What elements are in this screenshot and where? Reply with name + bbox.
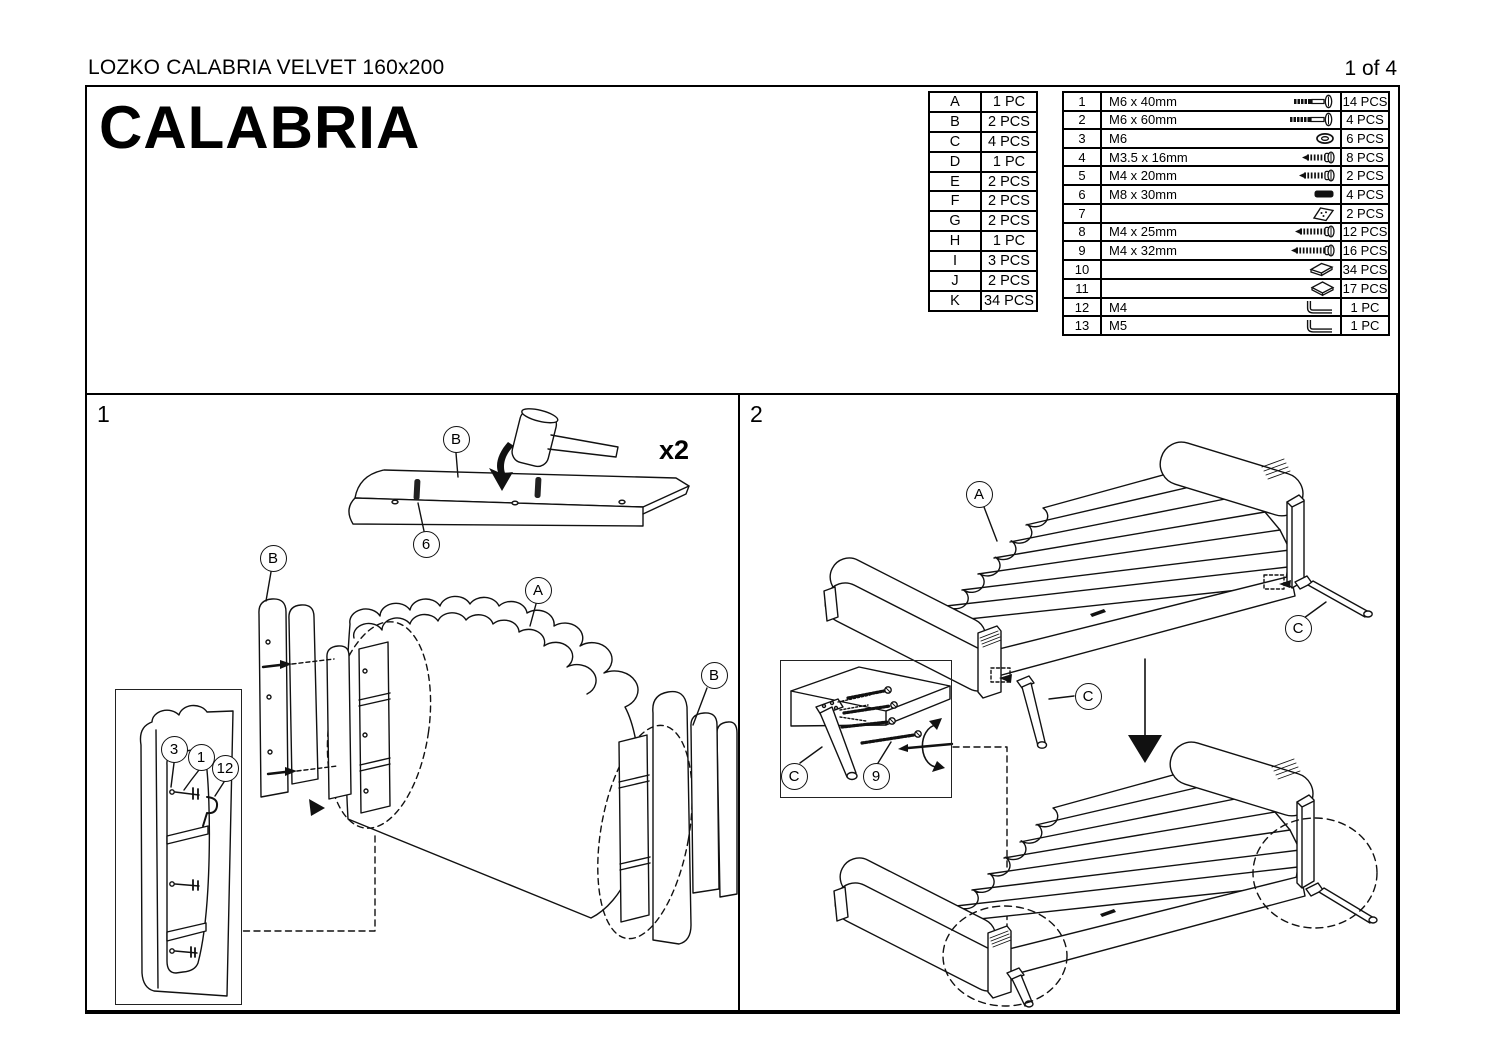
screw-icon: [1290, 243, 1335, 258]
mallet-icon: [510, 406, 618, 469]
hw-qty: 6 PCS: [1341, 129, 1389, 148]
hw-qty: 8 PCS: [1341, 148, 1389, 167]
table-row: [929, 291, 1037, 311]
table-row: [929, 251, 1037, 271]
square-pad-icon: [1310, 280, 1335, 297]
part-letter: D: [929, 152, 981, 172]
hw-num: 9: [1063, 241, 1101, 260]
part-qty: 1 PC: [981, 231, 1037, 251]
table-row: [1063, 260, 1389, 279]
hw-qty: 4 PCS: [1341, 111, 1389, 130]
parts-quantity-table: [928, 91, 1038, 312]
corner-plate-icon: [1312, 205, 1335, 222]
hw-desc: M8 x 30mm: [1109, 186, 1177, 202]
callout-front-leg: C: [1075, 683, 1102, 710]
part-letter: J: [929, 271, 981, 291]
part-qty: 4 PCS: [981, 132, 1037, 152]
table-row: [929, 271, 1037, 291]
dowel-pin: [413, 479, 420, 500]
hw-num: 11: [1063, 279, 1101, 298]
table-row: [1063, 92, 1389, 111]
part-qty: 1 PC: [981, 152, 1037, 172]
callout-bed: A: [966, 481, 993, 508]
table-row: [929, 172, 1037, 192]
table-row: [1063, 185, 1389, 204]
hw-qty: 2 PCS: [1341, 166, 1389, 185]
part-qty: 34 PCS: [981, 291, 1037, 311]
hw-desc: M4 x 32mm: [1109, 242, 1177, 258]
repeat-count-label: x2: [659, 435, 690, 465]
table-row: [1063, 111, 1389, 130]
part-letter: A: [929, 92, 981, 112]
callout-detail-screw: 9: [863, 763, 890, 790]
hw-num: 6: [1063, 185, 1101, 204]
part-letter: C: [929, 132, 981, 152]
table-row: [929, 211, 1037, 231]
callout-right-pillar: B: [701, 662, 728, 689]
hw-num: 1: [1063, 92, 1101, 111]
hw-num: 12: [1063, 298, 1101, 317]
hw-qty: 16 PCS: [1342, 242, 1388, 258]
hw-num: 2: [1063, 111, 1101, 130]
callout-board: B: [443, 426, 470, 453]
allen-key-icon: [1305, 299, 1335, 315]
callout-left-pillar: B: [260, 545, 287, 572]
hw-desc: M6: [1109, 130, 1128, 146]
callout-side-leg: C: [1285, 615, 1312, 642]
table-row: [929, 152, 1037, 172]
hw-desc: M5: [1109, 318, 1128, 334]
part-qty: 1 PC: [981, 92, 1037, 112]
part-letter: H: [929, 231, 981, 251]
screw-icon: [1298, 168, 1335, 183]
part-qty: 3 PCS: [981, 251, 1037, 271]
hw-desc: M3.5 x 16mm: [1109, 149, 1188, 165]
callout-detail-key: 12: [212, 755, 239, 782]
part-letter: F: [929, 191, 981, 211]
hw-qty: 4 PCS: [1341, 185, 1389, 204]
dowel-pin: [534, 477, 541, 498]
flat-connector-icon: [1308, 261, 1335, 278]
hw-desc: M4 x 20mm: [1109, 168, 1177, 184]
hw-desc: M6 x 40mm: [1109, 93, 1177, 109]
dowel-icon: [1313, 188, 1335, 200]
page-number: 1 of 4: [1344, 57, 1397, 80]
part-qty: 2 PCS: [981, 172, 1037, 192]
washer-icon: [1315, 132, 1335, 145]
hw-qty: 17 PCS: [1342, 280, 1388, 296]
hw-desc: M4: [1109, 299, 1128, 315]
allen-key-icon: [1305, 318, 1335, 334]
hw-num: 8: [1063, 223, 1101, 242]
hw-num: 13: [1063, 316, 1101, 335]
step-number: 1: [97, 401, 110, 427]
part-letter: E: [929, 172, 981, 192]
part-letter: K: [929, 291, 981, 311]
table-row: [929, 92, 1037, 112]
hw-qty: 2 PCS: [1341, 204, 1389, 223]
table-row: [1063, 316, 1389, 335]
document-title: LOZKO CALABRIA VELVET 160x200: [88, 56, 445, 79]
table-row: [929, 112, 1037, 132]
part-letter: I: [929, 251, 981, 271]
part-letter: B: [929, 112, 981, 132]
part-qty: 2 PCS: [981, 211, 1037, 231]
hw-qty: 14 PCS: [1342, 93, 1388, 109]
insert-arrow-icon: [309, 799, 325, 816]
step-number: 2: [750, 401, 763, 427]
screw-icon: [1301, 150, 1335, 165]
table-row: [1063, 204, 1389, 223]
hw-qty: 1 PC: [1341, 298, 1389, 317]
table-row: [1063, 129, 1389, 148]
step-2-panel: [738, 393, 1398, 1012]
step-1-panel: [85, 393, 740, 1012]
table-row: [929, 231, 1037, 251]
table-row: [1063, 241, 1389, 260]
table-row: [1063, 166, 1389, 185]
hw-num: 7: [1063, 204, 1101, 223]
callout-headboard: A: [525, 577, 552, 604]
part-qty: 2 PCS: [981, 271, 1037, 291]
down-arrow-icon: [1128, 659, 1162, 763]
table-row: [929, 191, 1037, 211]
hw-num: 10: [1063, 260, 1101, 279]
callout-detail-bolt: 1: [188, 744, 215, 771]
table-row: [1063, 298, 1389, 317]
callout-detail-nut: 3: [161, 736, 188, 763]
hw-num: 3: [1063, 129, 1101, 148]
part-qty: 2 PCS: [981, 191, 1037, 211]
table-row: [1063, 279, 1389, 298]
part-qty: 2 PCS: [981, 112, 1037, 132]
bolt-icon: [1289, 112, 1335, 127]
hw-qty: 1 PC: [1341, 316, 1389, 335]
hw-desc: M6 x 60mm: [1109, 112, 1177, 128]
table-row: [929, 132, 1037, 152]
callout-dowel: 6: [413, 531, 440, 558]
table-row: [1063, 223, 1389, 242]
part-letter: G: [929, 211, 981, 231]
hw-qty: 34 PCS: [1342, 261, 1388, 277]
callout-detail-leg: C: [781, 763, 808, 790]
hardware-table: [1062, 91, 1390, 336]
bolt-icon: [1293, 94, 1335, 109]
table-row: [1063, 148, 1389, 167]
hw-qty: 12 PCS: [1342, 224, 1388, 240]
hw-desc: M4 x 25mm: [1109, 224, 1177, 240]
screw-icon: [1294, 224, 1335, 239]
product-name: CALABRIA: [99, 94, 421, 161]
hw-num: 5: [1063, 166, 1101, 185]
hw-num: 4: [1063, 148, 1101, 167]
